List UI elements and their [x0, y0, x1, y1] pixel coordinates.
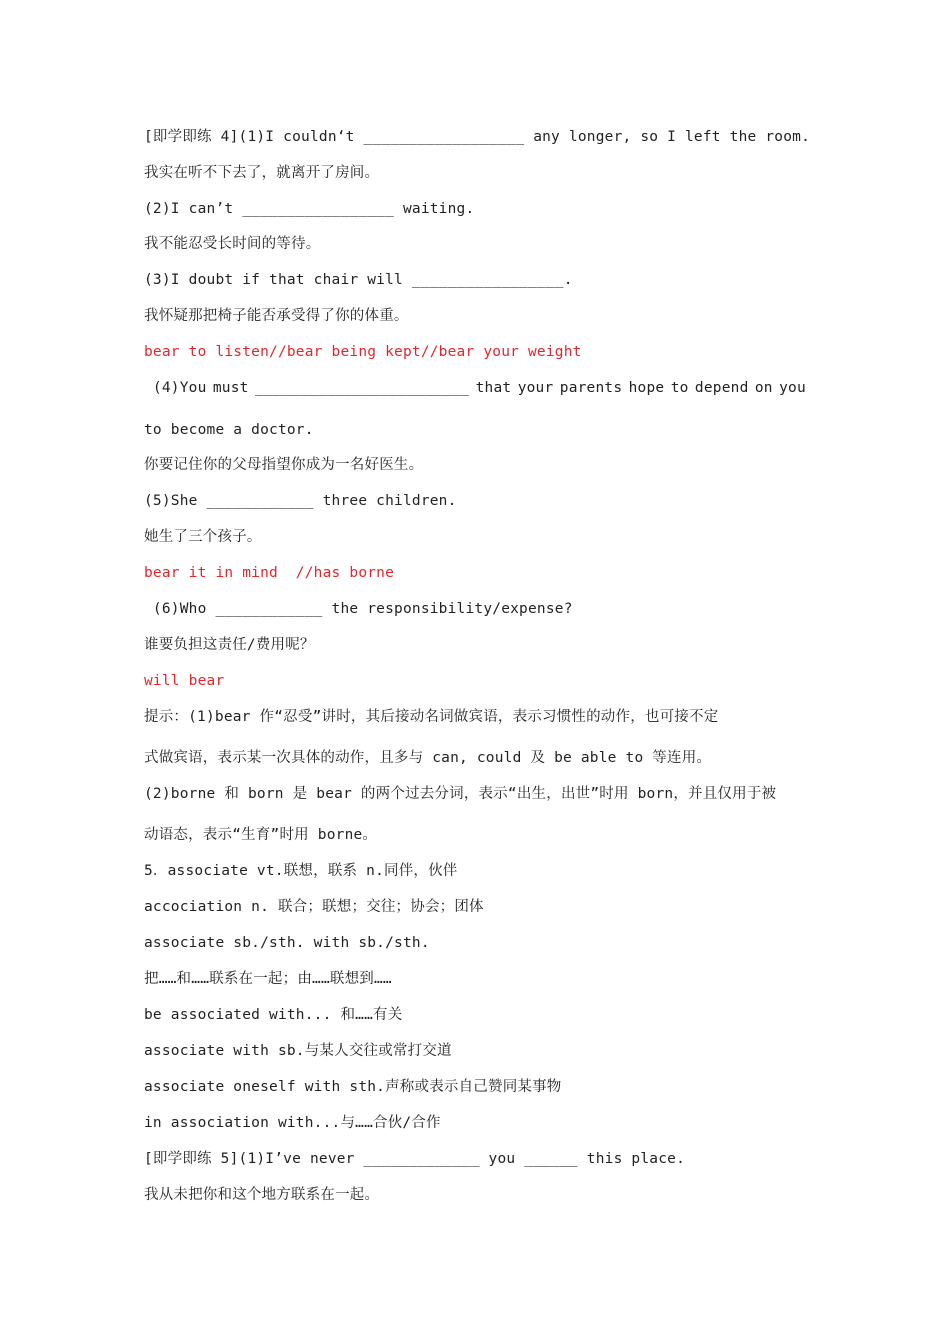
vocab-heading-associate: 5．associate vt.联想，联系 n.同伴，伙伴	[144, 863, 458, 879]
answer-blank: ________________________	[254, 380, 470, 396]
answer-q1-q3: bear to listen//bear being kept//bear your weight	[144, 344, 582, 360]
exercise-4-q1-translation: 我实在听不下去了，就离开了房间。	[144, 165, 380, 181]
exercise-4-q6: (6)Who ____________ the responsibility/expense?	[144, 601, 573, 617]
exercise-4-q3-translation: 我怀疑那把椅子能否承受得了你的体重。	[144, 308, 409, 324]
phrase-associate-with-meaning: 把……和……联系在一起；由……联想到……	[144, 971, 392, 987]
tip-1: 提示：(1)bear 作“忍受”讲时，其后接动名词做宾语，表示习惯性的动作，也可接不定	[144, 709, 719, 725]
exercise-5-q1: [即学即练 5](1)I’ve never _____________ you ______ this place.	[144, 1151, 686, 1167]
tip-2: (2)borne 和 born 是 bear 的两个过去分词，表示“出生，出世”时用 born，并且仅用于被	[144, 786, 777, 802]
word: parents	[559, 380, 623, 396]
vocab-association: accociation n. 联合；联想；交往；协会；团体	[144, 899, 484, 915]
answer-q4-q5: bear it in mind //has borne	[144, 565, 395, 581]
exercise-4-q2: (2)I can’t _________________ waiting.	[144, 201, 475, 217]
exercise-4-q1: [即学即练 4](1)I couldn‘t __________________ any longer, so I left the room.	[144, 129, 811, 145]
phrase-be-associated-with: be associated with... 和……有关	[144, 1007, 403, 1023]
exercise-4-q4-translation: 你要记住你的父母指望你成为一名好医生。	[144, 457, 424, 473]
exercise-5-q1-translation: 我从未把你和这个地方联系在一起。	[144, 1187, 380, 1203]
word: hope	[628, 380, 665, 396]
exercise-4-q3: (3)I doubt if that chair will _________________.	[144, 272, 573, 288]
word: your	[517, 380, 554, 396]
word: (4)You	[144, 380, 207, 396]
word: on	[754, 380, 773, 396]
exercise-4-q6-translation: 谁要负担这责任/费用呢？	[144, 637, 315, 653]
word: you	[779, 380, 806, 396]
phrase-associate-with-sb: associate with sb.与某人交往或常打交道	[144, 1043, 452, 1059]
exercise-4-q4-continued: to become a doctor.	[144, 422, 314, 438]
exercise-4-q5-translation: 她生了三个孩子。	[144, 529, 262, 545]
answer-q6: will bear	[144, 673, 225, 689]
word: must	[212, 380, 249, 396]
exercise-4-q5: (5)She ____________ three children.	[144, 493, 457, 509]
word: to	[670, 380, 689, 396]
phrase-associate-oneself: associate oneself with sth.声称或表示自己赞同某事物	[144, 1079, 562, 1095]
tip-2-continued: 动语态，表示“生育”时用 borne。	[144, 827, 378, 843]
tip-1-continued: 式做宾语，表示某一次具体的动作，且多与 can, could 及 be able to 等连用。	[144, 750, 712, 766]
exercise-4-q4	[144, 378, 806, 398]
word: that	[475, 380, 512, 396]
exercise-4-q2-translation: 我不能忍受长时间的等待。	[144, 236, 321, 252]
word: depend	[694, 380, 749, 396]
phrase-associate-with: associate sb./sth. with sb./sth.	[144, 935, 430, 951]
phrase-in-association-with: in association with...与……合伙/合作	[144, 1115, 441, 1131]
